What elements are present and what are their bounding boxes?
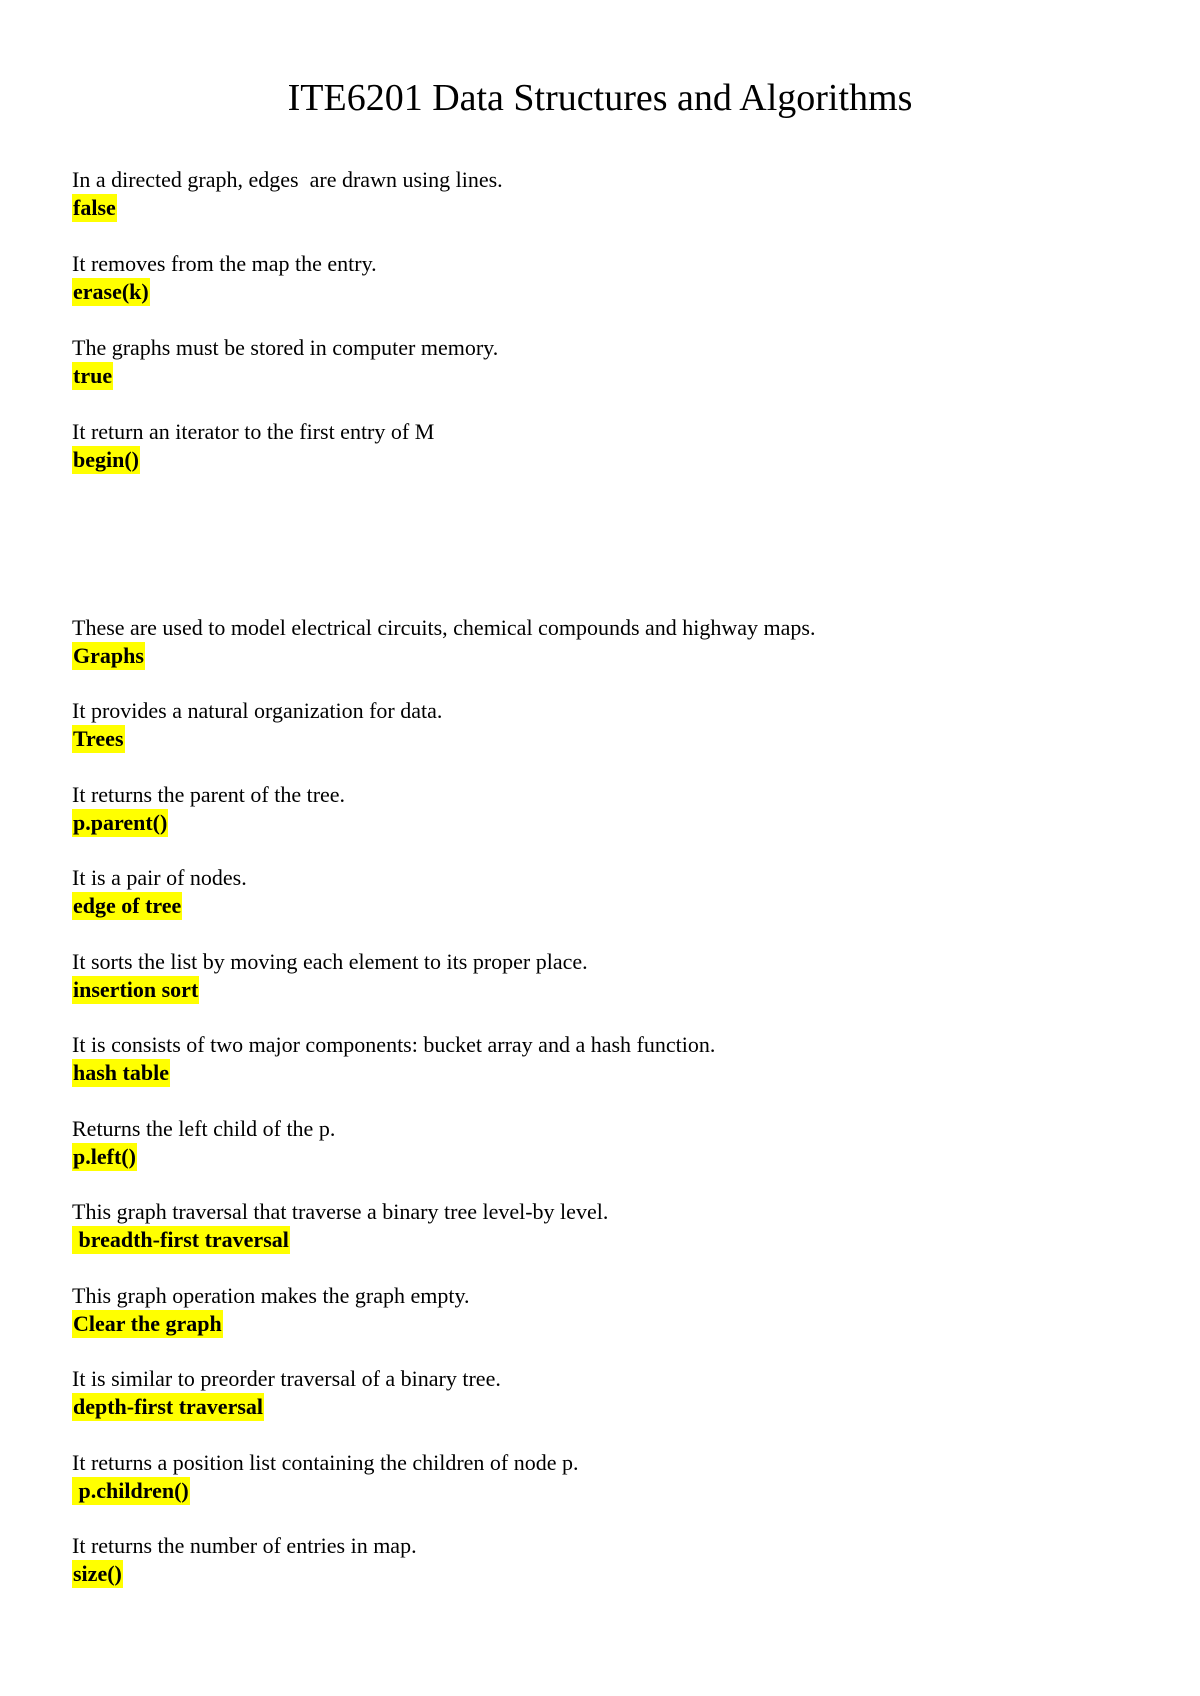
qa-item bbox=[72, 1449, 1132, 1505]
answer-highlight: depth-first traversal bbox=[73, 1394, 264, 1419]
answer-highlight: Clear the graph bbox=[73, 1311, 222, 1336]
qa-item bbox=[72, 1532, 1132, 1588]
answer-highlight: p.left() bbox=[73, 1144, 136, 1169]
qa-item bbox=[72, 948, 1132, 1004]
answer-highlight: Trees bbox=[73, 726, 124, 751]
answer-highlight: Graphs bbox=[73, 643, 144, 668]
question-text: This graph operation makes the graph empty. bbox=[72, 1283, 470, 1308]
question-text: It removes from the map the entry. bbox=[72, 251, 377, 276]
question-text: It returns a position list containing the children of node p. bbox=[72, 1450, 579, 1475]
question-text: It returns the number of entries in map. bbox=[72, 1533, 417, 1558]
answer-highlight: false bbox=[73, 195, 116, 220]
answer-highlight: erase(k) bbox=[73, 279, 149, 304]
qa-item bbox=[72, 1282, 1132, 1338]
question-text: This graph traversal that traverse a binary tree level-by level. bbox=[72, 1199, 609, 1224]
question-text: Returns the left child of the p. bbox=[72, 1116, 336, 1141]
question-text: The graphs must be stored in computer memory. bbox=[72, 335, 499, 360]
question-text: It is similar to preorder traversal of a binary tree. bbox=[72, 1366, 501, 1391]
question-text: It is a pair of nodes. bbox=[72, 865, 247, 890]
qa-item bbox=[72, 334, 1132, 390]
answer-highlight: size() bbox=[73, 1561, 122, 1586]
qa-item bbox=[72, 1115, 1132, 1171]
answer-highlight: hash table bbox=[73, 1060, 169, 1085]
answer-highlight: p.children() bbox=[73, 1478, 189, 1503]
question-text: It is consists of two major components: bucket array and a hash function. bbox=[72, 1032, 716, 1057]
answer-highlight: true bbox=[73, 363, 113, 388]
qa-item bbox=[72, 1198, 1132, 1254]
answer-highlight: p.parent() bbox=[73, 810, 168, 835]
qa-item bbox=[72, 614, 1132, 670]
question-text: In a directed graph, edges are drawn using lines. bbox=[72, 167, 503, 192]
answer-highlight: begin() bbox=[73, 447, 139, 472]
qa-item bbox=[72, 1031, 1132, 1087]
answer-highlight: breadth-first traversal bbox=[73, 1227, 289, 1252]
question-text: These are used to model electrical circuits, chemical compounds and highway maps. bbox=[72, 615, 816, 640]
qa-item bbox=[72, 1365, 1132, 1421]
question-text: It returns the parent of the tree. bbox=[72, 782, 346, 807]
qa-item bbox=[72, 250, 1132, 306]
qa-item bbox=[72, 418, 1132, 474]
question-text: It sorts the list by moving each element to its proper place. bbox=[72, 949, 588, 974]
qa-item bbox=[72, 697, 1132, 753]
question-text: It provides a natural organization for data. bbox=[72, 698, 443, 723]
qa-item bbox=[72, 781, 1132, 837]
document-title: ITE6201 Data Structures and Algorithms bbox=[287, 77, 913, 119]
qa-item bbox=[72, 864, 1132, 920]
answer-highlight: edge of tree bbox=[73, 893, 182, 918]
answer-highlight: insertion sort bbox=[73, 977, 199, 1002]
question-text: It return an iterator to the first entry of M bbox=[72, 419, 435, 444]
qa-item bbox=[72, 166, 1132, 222]
